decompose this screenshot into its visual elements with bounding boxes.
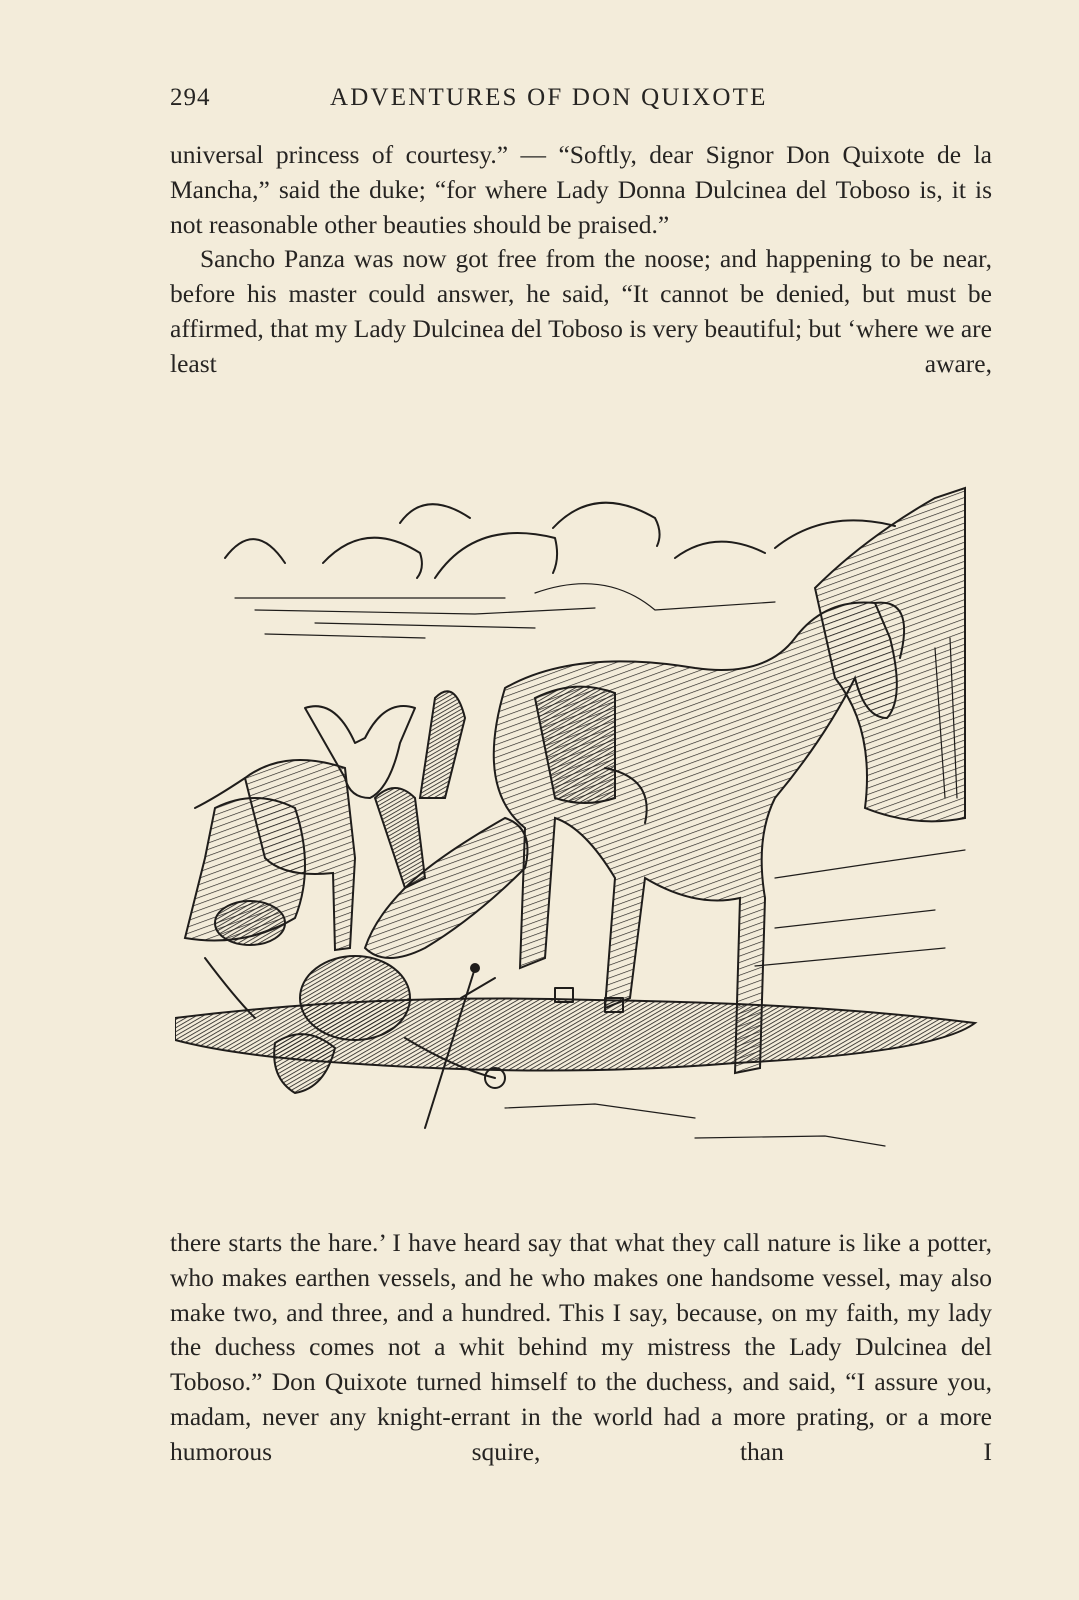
paragraph: universal princess of courtesy.” — “Softly, dear Signor Don Quixote de la Mancha,” said the duke; “for where Lady Donna Dulcinea del Toboso is, it is not reasonable other beauties should be praised.” — [170, 140, 992, 239]
squire — [185, 798, 305, 1018]
bottom-text-block — [170, 1226, 992, 1470]
paragraph: there starts the hare.’ I have heard say that what they call nature is like a potter, who makes earthen vessels, and he who makes one handsome vessel, may also make two, and three, and a hundred. This I say, because, on my faith, my lady the duchess comes not a whit behind my mistress the Lady Dulcinea del Toboso.” Don Quixote turned himself to the duchess, and said, “I assure you, madam, never any knight-errant in the world had a more prating, or a more humorous squire, than I — [170, 1228, 992, 1466]
page-number: 294 — [170, 84, 211, 111]
top-text-block — [170, 138, 992, 382]
horizon-lines — [235, 584, 775, 638]
illustration — [175, 478, 995, 1168]
knight-fallen-illustration — [175, 478, 995, 1168]
running-title: ADVENTURES OF DON QUIXOTE — [330, 84, 768, 111]
page-header — [170, 80, 990, 120]
clouds — [225, 503, 895, 578]
paragraph: Sancho Panza was now got free from the noose; and happening to be near, before his master could answer, he said, “It cannot be denied, but must be affirmed, that my Lady Dulcinea del Toboso is very beautiful; but ‘where we are least aware, — [170, 244, 992, 378]
